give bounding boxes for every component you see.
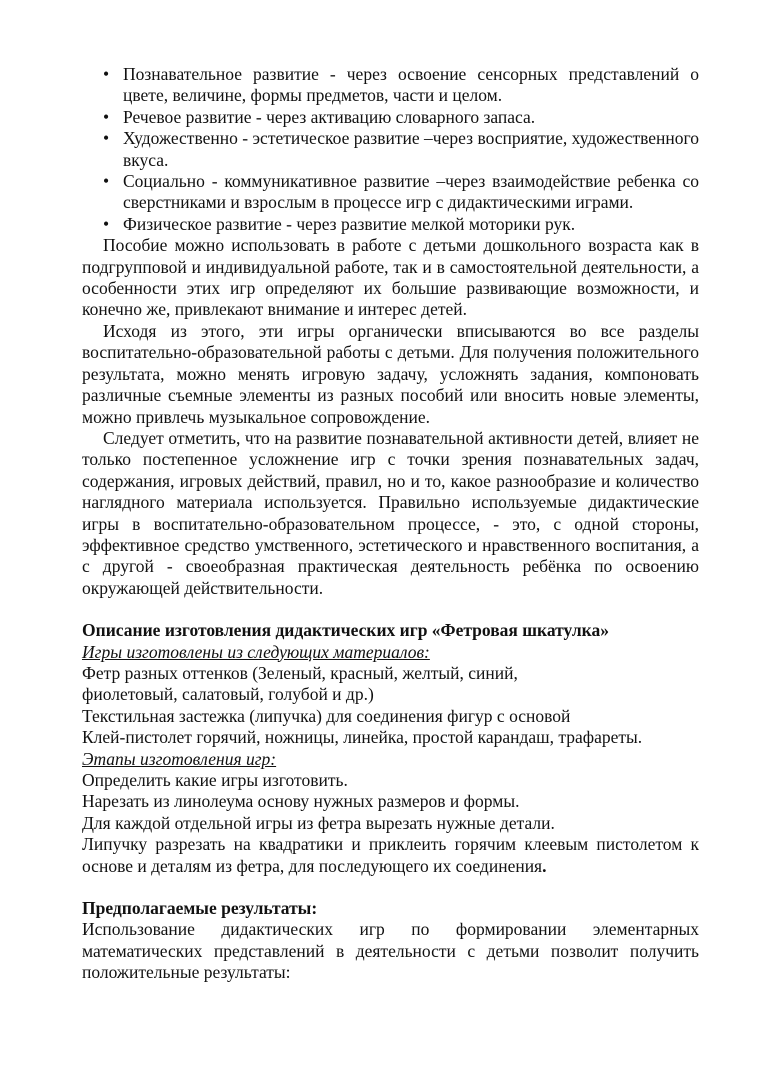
bullet-icon: • — [103, 106, 110, 127]
body-paragraph: Следует отметить, что на развитие познавательной активности детей, влияет не только постепенное усложнение игр с точки зрения познавательных задач, содержания, игровых действий, правил, но и то, какое разнообразие и количество наглядного материала используется. Правильно используемые дидактические игры в воспитательно-образовательном процессе, - это, с одной стороны, эффективное средство умственного, эстетического и нравственного воспитания, а с другой - своеобразная практическая деятельность ребёнка по освоению окружающей действительности. — [82, 427, 699, 598]
stage-line: Определить какие игры изготовить. — [82, 770, 348, 790]
bullet-icon: • — [103, 171, 110, 192]
stage-line: Нарезать из линолеума основу нужных размеров и формы. — [82, 791, 520, 812]
section-heading-description: Описание изготовления дидактических игр «Фетровая шкатулка» — [82, 620, 609, 641]
stage-line: Для каждой отдельной игры из фетра вырезать нужные детали. — [82, 812, 555, 833]
materials-line: Фетр разных оттенков (Зеленый, красный, желтый, синий, — [82, 662, 518, 683]
stages-subheading: Этапы изготовления игр: — [82, 748, 277, 769]
body-paragraph: Пособие можно использовать в работе с детьми дошкольного возраста как в подгрупповой и индивидуальной работе, так и в самостоятельной деятельности, а особенности этих игр определяют их большие развивающие возможности, и конечно же, привлекают внимание и интерес детей. — [82, 235, 699, 320]
list-item: • Художественно - эстетическое развитие –через восприятие, художественного вкуса. — [103, 128, 699, 170]
list-item: • Физическое развитие - через развитие мелкой моторики рук. — [103, 213, 576, 234]
list-item: • Социально - коммуникативное развитие –через взаимодействие ребенка со сверстниками и взрослым в процессе игр с дидактическими играми. — [103, 171, 699, 213]
section-heading-results: Предполагаемые результаты: — [82, 898, 318, 919]
blank-line — [82, 599, 699, 620]
materials-line: Текстильная застежка (липучка) для соединения фигур с основой — [82, 705, 571, 726]
bullet-icon: • — [103, 128, 110, 149]
development-list — [82, 64, 699, 235]
list-item: • Познавательное развитие - через освоение сенсорных представлений о цвете, величине, формы предметов, части и целом. — [103, 64, 699, 106]
materials-line: Клей-пистолет горячий, ножницы, линейка, простой карандаш, трафареты. — [82, 727, 643, 748]
blank-line — [82, 877, 699, 898]
body-paragraph: Исходя из этого, эти игры органически вписываются во все разделы воспитательно-образовательной работы с детьми. Для получения положительного результата, можно менять игровую задачу, усложнять задания, компоновать различные съемные элементы из разных пособий или вносить новые элементы, можно привлечь музыкальное сопровождение. — [82, 320, 699, 427]
results-paragraph: Использование дидактических игр по формировании элементарных математических представлений в деятельности с детьми позволит получить положительные результаты: — [82, 919, 699, 983]
document-page — [82, 64, 699, 984]
bullet-icon: • — [103, 213, 110, 234]
bullet-icon: • — [103, 64, 110, 84]
list-item: • Речевое развитие - через активацию словарного запаса. — [103, 106, 536, 127]
stage-paragraph: Липучку разрезать на квадратики и приклеить горячим клеевым пистолетом к основе и деталям из фетра, для последующего их соединения. — [82, 834, 699, 876]
materials-line: фиолетовый, салатовый, голубой и др.) — [82, 684, 374, 705]
materials-subheading: Игры изготовлены из следующих материалов: — [82, 641, 430, 662]
